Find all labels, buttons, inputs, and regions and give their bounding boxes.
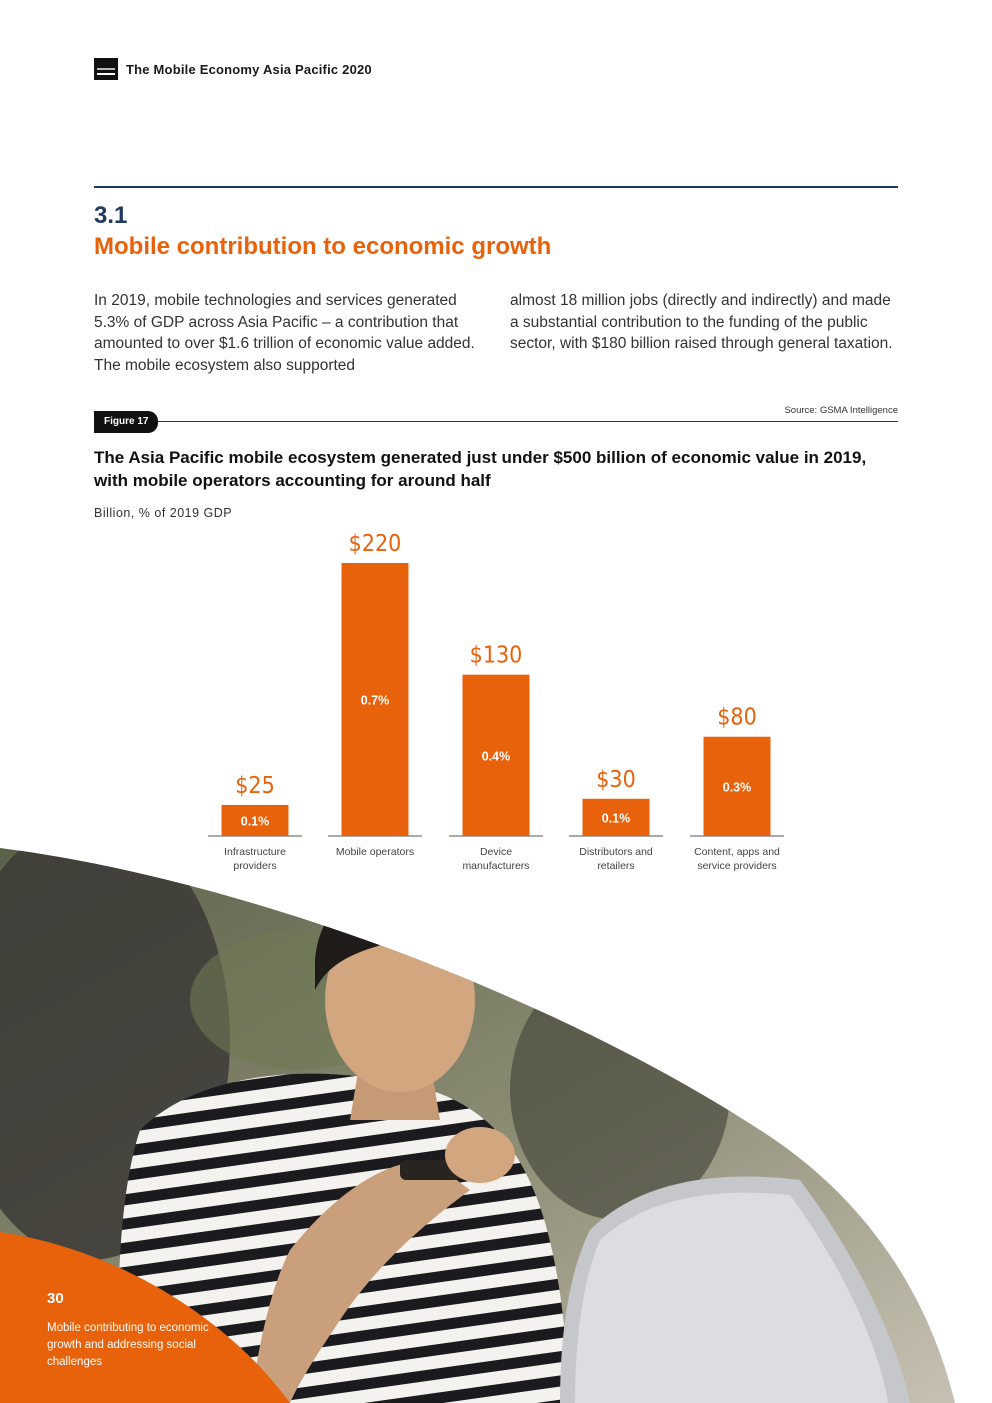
bar-percent-label: 0.1% bbox=[601, 811, 631, 826]
bar-value-label: $220 bbox=[348, 531, 402, 557]
figure-source: Source: GSMA Intelligence bbox=[784, 405, 898, 416]
chart-subtitle: Billion, % of 2019 GDP bbox=[94, 506, 233, 520]
category-label: Content, apps and bbox=[694, 846, 780, 858]
intro-paragraph-right: almost 18 million jobs (directly and indirectly) and made a substantial contribution to the funding of the public sector, with $180 billion raised through general taxation. bbox=[510, 292, 893, 352]
category-label: Distributors and bbox=[579, 846, 653, 858]
page-number: 30 bbox=[47, 1290, 64, 1307]
figure-tag: Figure 17 bbox=[94, 411, 158, 433]
category-label: Device bbox=[479, 846, 513, 858]
category-label: providers bbox=[233, 860, 277, 872]
bar-percent-label: 0.1% bbox=[240, 814, 270, 829]
category-label: retailers bbox=[597, 860, 635, 872]
figure-title: The Asia Pacific mobile ecosystem generated just under $500 billion of economic value in 2019, with mobile operators accounting for around half bbox=[94, 448, 867, 490]
section-number: 3.1 bbox=[94, 202, 128, 229]
bar-value-label: $25 bbox=[235, 772, 275, 799]
category-label: service providers bbox=[697, 860, 777, 872]
intro-paragraph-left: In 2019, mobile technologies and services generated 5.3% of GDP across Asia Pacific – a contribution that amounted to over $1.6 trillion of economic value added. The mobile ecosystem also supported bbox=[94, 292, 475, 374]
bar-percent-label: 0.3% bbox=[722, 780, 752, 795]
category-label: Mobile operators bbox=[335, 846, 415, 858]
bar-percent-label: 0.4% bbox=[481, 749, 511, 764]
bar-value-label: $30 bbox=[596, 766, 636, 793]
header-title: The Mobile Economy Asia Pacific 2020 bbox=[126, 61, 372, 77]
section-title: Mobile contribution to economic growth bbox=[94, 233, 552, 260]
bar-value-label: $130 bbox=[469, 642, 523, 669]
page-caption: Mobile contributing to economic growth and addressing social challenges bbox=[47, 1322, 209, 1368]
category-label: Infrastructure bbox=[224, 846, 286, 858]
bar-value-label: $80 bbox=[717, 704, 757, 731]
bar-percent-label: 0.7% bbox=[360, 693, 390, 708]
category-label: manufacturers bbox=[462, 860, 530, 872]
